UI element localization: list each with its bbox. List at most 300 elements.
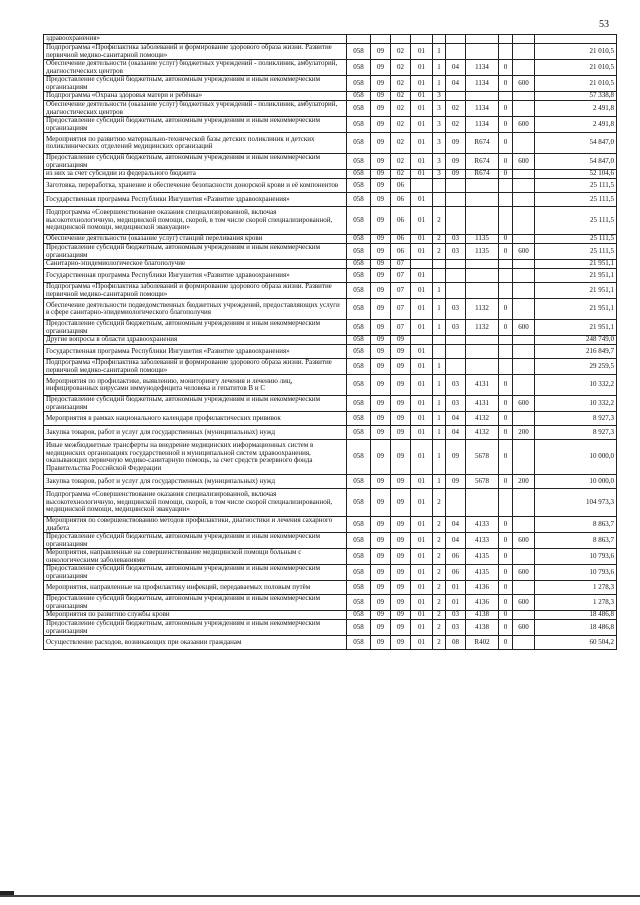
code-expense-type: 600 — [513, 76, 535, 92]
row-amount: 29 259,5 — [535, 359, 617, 375]
code-direction — [466, 35, 499, 44]
table-row — [44, 375, 617, 396]
code-program: 01 — [411, 412, 433, 426]
code-event: 09 — [446, 475, 466, 489]
code-direction — [466, 193, 499, 207]
row-amount: 8 927,3 — [535, 412, 617, 426]
table-row — [44, 489, 617, 517]
row-amount: 21 951,1 — [535, 269, 617, 283]
table-row — [44, 44, 617, 60]
code-subsection: 02 — [391, 117, 411, 133]
table-row — [44, 620, 617, 636]
code-section: 09 — [371, 101, 391, 117]
code-subprogram: 1 — [433, 76, 446, 92]
code-subsection: 02 — [391, 76, 411, 92]
code-ministry: 058 — [347, 170, 371, 179]
row-amount: 10 000,0 — [535, 440, 617, 475]
code-section: 09 — [371, 636, 391, 650]
code-event — [446, 260, 466, 269]
code-subprogram: 2 — [433, 636, 446, 650]
table-row — [44, 299, 617, 320]
code-section: 09 — [371, 426, 391, 440]
code-subsection: 09 — [391, 359, 411, 375]
code-subdirection — [499, 283, 513, 299]
row-amount: 2 491,8 — [535, 117, 617, 133]
code-subprogram: 2 — [433, 517, 446, 533]
code-program: 01 — [411, 636, 433, 650]
code-event — [446, 92, 466, 101]
code-event: 03 — [446, 375, 466, 396]
code-subprogram: 1 — [433, 320, 446, 336]
code-program: 01 — [411, 76, 433, 92]
row-amount: 21 010,5 — [535, 60, 617, 76]
row-name: из них за счет субсидии из федерального бюджета — [44, 170, 347, 179]
code-event — [446, 207, 466, 235]
code-event: 03 — [446, 244, 466, 260]
code-section: 09 — [371, 92, 391, 101]
code-program: 01 — [411, 320, 433, 336]
code-subsection: 09 — [391, 620, 411, 636]
code-expense-type — [513, 92, 535, 101]
code-section: 09 — [371, 396, 391, 412]
code-subdirection: 0 — [499, 299, 513, 320]
row-name: Мероприятия по развитию материально-технической базы детских поликлиник и детских поликлинических отделений медицинских организаций — [44, 133, 347, 154]
code-event: 04 — [446, 426, 466, 440]
code-subprogram: 2 — [433, 620, 446, 636]
code-direction: 4132 — [466, 426, 499, 440]
code-ministry: 058 — [347, 179, 371, 193]
code-event: 04 — [446, 76, 466, 92]
table-row — [44, 235, 617, 244]
code-subdirection: 0 — [499, 244, 513, 260]
row-name: Мероприятия, направленные на профилактику инфекций, передаваемых половым путём — [44, 581, 347, 595]
row-amount: 25 111,5 — [535, 235, 617, 244]
code-subsection: 06 — [391, 193, 411, 207]
code-subdirection — [499, 179, 513, 193]
code-program: 01 — [411, 440, 433, 475]
table-row — [44, 517, 617, 533]
table-row — [44, 133, 617, 154]
code-subsection: 09 — [391, 475, 411, 489]
code-subdirection — [499, 92, 513, 101]
code-section: 09 — [371, 76, 391, 92]
code-event: 08 — [446, 636, 466, 650]
table-row — [44, 92, 617, 101]
code-direction: 1134 — [466, 117, 499, 133]
code-program: 01 — [411, 117, 433, 133]
code-expense-type: 600 — [513, 117, 535, 133]
row-name: Закупка товаров, работ и услуг для государственных (муниципальных) нужд — [44, 426, 347, 440]
code-subsection — [391, 35, 411, 44]
code-direction — [466, 283, 499, 299]
code-subdirection: 0 — [499, 154, 513, 170]
row-amount: 60 504,2 — [535, 636, 617, 650]
code-section: 09 — [371, 345, 391, 359]
code-section: 09 — [371, 412, 391, 426]
row-amount: 104 973,3 — [535, 489, 617, 517]
code-subsection: 09 — [391, 396, 411, 412]
code-subdirection: 0 — [499, 475, 513, 489]
code-subdirection — [499, 269, 513, 283]
code-subsection: 09 — [391, 595, 411, 611]
code-ministry: 058 — [347, 359, 371, 375]
code-section: 09 — [371, 611, 391, 620]
row-amount: 21 010,5 — [535, 76, 617, 92]
code-program: 01 — [411, 193, 433, 207]
code-subdirection — [499, 35, 513, 44]
code-direction: 4136 — [466, 595, 499, 611]
table-row — [44, 336, 617, 345]
code-ministry: 058 — [347, 76, 371, 92]
code-subdirection: 0 — [499, 440, 513, 475]
code-direction: 1135 — [466, 235, 499, 244]
code-expense-type — [513, 581, 535, 595]
code-direction: 4132 — [466, 412, 499, 426]
row-name: Предоставление субсидий бюджетным, автономным учреждениям и иным некоммерческим организациям — [44, 620, 347, 636]
code-direction: 1132 — [466, 299, 499, 320]
code-subprogram — [433, 179, 446, 193]
row-amount: 8 927,3 — [535, 426, 617, 440]
code-expense-type: 600 — [513, 533, 535, 549]
code-ministry: 058 — [347, 440, 371, 475]
code-subsection: 09 — [391, 611, 411, 620]
code-expense-type — [513, 193, 535, 207]
code-program: 01 — [411, 517, 433, 533]
code-subprogram: 2 — [433, 533, 446, 549]
code-expense-type — [513, 170, 535, 179]
table-row — [44, 101, 617, 117]
code-section: 09 — [371, 517, 391, 533]
table-row — [44, 533, 617, 549]
code-subprogram: 1 — [433, 375, 446, 396]
code-program: 01 — [411, 489, 433, 517]
code-ministry: 058 — [347, 565, 371, 581]
table-row — [44, 154, 617, 170]
code-subdirection: 0 — [499, 320, 513, 336]
code-subprogram: 3 — [433, 117, 446, 133]
row-name: Предоставление субсидий бюджетным, автономным учреждениям и иным некоммерческим организациям — [44, 76, 347, 92]
code-subprogram: 2 — [433, 207, 446, 235]
code-subsection: 02 — [391, 92, 411, 101]
table-row — [44, 549, 617, 565]
code-ministry: 058 — [347, 517, 371, 533]
code-program: 01 — [411, 620, 433, 636]
row-amount: 21 951,1 — [535, 320, 617, 336]
code-program: 01 — [411, 235, 433, 244]
code-subdirection: 0 — [499, 636, 513, 650]
code-program: 01 — [411, 565, 433, 581]
code-expense-type — [513, 101, 535, 117]
code-program — [411, 336, 433, 345]
row-name: Обеспечение деятельности (оказание услуг) бюджетных учреждений - поликлиник, амбулаторий, диагностических центров — [44, 60, 347, 76]
code-section: 09 — [371, 154, 391, 170]
code-ministry: 058 — [347, 44, 371, 60]
code-section: 09 — [371, 283, 391, 299]
code-subdirection: 0 — [499, 517, 513, 533]
code-section: 09 — [371, 260, 391, 269]
code-program: 01 — [411, 92, 433, 101]
code-section: 09 — [371, 133, 391, 154]
code-program: 01 — [411, 154, 433, 170]
row-name: Подпрограмма «Совершенствование оказания специализированной, включая высокотехнологичную, медицинской помощи, скорой, в том числе скорой специализированной, медицинской помощи, медицинской эвакуации» — [44, 207, 347, 235]
code-direction: 1134 — [466, 101, 499, 117]
code-direction: 5678 — [466, 440, 499, 475]
code-ministry: 058 — [347, 475, 371, 489]
code-section: 09 — [371, 620, 391, 636]
row-name: Мероприятия, направленные на совершенствование медицинской помощи больным с онкологическими заболеваниями — [44, 549, 347, 565]
row-name: Подпрограмма «Совершенствование оказания специализированной, включая высокотехнологичную, медицинской помощи, скорой, в том числе скорой специализированной, медицинской помощи, медицинской эвакуации» — [44, 489, 347, 517]
table-row — [44, 193, 617, 207]
row-name: Обеспечение деятельности подведомственных бюджетных учреждений, предоставляющих услуги в сфере санитарно-эпидемиологического благополучия — [44, 299, 347, 320]
code-program: 01 — [411, 475, 433, 489]
table-row — [44, 207, 617, 235]
row-amount: 248 749,0 — [535, 336, 617, 345]
code-ministry: 058 — [347, 581, 371, 595]
code-subprogram: 1 — [433, 283, 446, 299]
code-program: 01 — [411, 345, 433, 359]
code-section: 09 — [371, 60, 391, 76]
code-section: 09 — [371, 170, 391, 179]
row-amount: 25 111,5 — [535, 193, 617, 207]
code-subprogram: 2 — [433, 581, 446, 595]
row-name: Подпрограмма «Профилактика заболеваний и формирование здорового образа жизни. Развитие первичной медико-санитарной помощи» — [44, 359, 347, 375]
code-subdirection — [499, 345, 513, 359]
code-ministry: 058 — [347, 412, 371, 426]
code-event: 09 — [446, 440, 466, 475]
code-direction: 1135 — [466, 244, 499, 260]
code-ministry: 058 — [347, 260, 371, 269]
code-subdirection: 0 — [499, 101, 513, 117]
code-subsection: 07 — [391, 260, 411, 269]
code-expense-type — [513, 611, 535, 620]
code-expense-type — [513, 269, 535, 283]
table-row — [44, 117, 617, 133]
code-expense-type — [513, 345, 535, 359]
code-section: 09 — [371, 320, 391, 336]
row-amount: 1 278,3 — [535, 581, 617, 595]
code-direction: 4131 — [466, 375, 499, 396]
code-subprogram — [433, 193, 446, 207]
code-direction — [466, 179, 499, 193]
code-program: 01 — [411, 595, 433, 611]
code-subprogram: 1 — [433, 44, 446, 60]
code-event — [446, 193, 466, 207]
code-expense-type — [513, 359, 535, 375]
code-subprogram — [433, 345, 446, 359]
code-program: 01 — [411, 170, 433, 179]
code-ministry: 058 — [347, 489, 371, 517]
code-subprogram — [433, 336, 446, 345]
code-program: 01 — [411, 269, 433, 283]
code-event: 03 — [446, 396, 466, 412]
code-expense-type — [513, 336, 535, 345]
code-subprogram: 3 — [433, 92, 446, 101]
code-event: 03 — [446, 620, 466, 636]
code-subdirection — [499, 44, 513, 60]
code-ministry: 058 — [347, 92, 371, 101]
code-subprogram: 2 — [433, 611, 446, 620]
code-section: 09 — [371, 595, 391, 611]
code-program: 01 — [411, 207, 433, 235]
code-direction — [466, 359, 499, 375]
code-direction — [466, 269, 499, 283]
code-subsection: 07 — [391, 299, 411, 320]
table-row — [44, 320, 617, 336]
code-subdirection — [499, 260, 513, 269]
code-expense-type — [513, 60, 535, 76]
code-program: 01 — [411, 359, 433, 375]
code-direction — [466, 207, 499, 235]
code-program: 01 — [411, 581, 433, 595]
code-subdirection: 0 — [499, 426, 513, 440]
code-subdirection — [499, 489, 513, 517]
code-program: 01 — [411, 283, 433, 299]
code-event: 04 — [446, 517, 466, 533]
row-amount: 8 863,7 — [535, 517, 617, 533]
code-program: 01 — [411, 375, 433, 396]
code-section: 09 — [371, 475, 391, 489]
code-ministry: 058 — [347, 533, 371, 549]
code-subdirection — [499, 193, 513, 207]
code-event — [446, 359, 466, 375]
code-event: 02 — [446, 117, 466, 133]
row-name: Государственная программа Республики Ингушетия «Развитие здравоохранения» — [44, 269, 347, 283]
code-section: 09 — [371, 179, 391, 193]
code-section: 09 — [371, 489, 391, 517]
code-event: 09 — [446, 170, 466, 179]
row-name: Подпрограмма «Профилактика заболеваний и формирование здорового образа жизни. Развитие первичной медико-санитарной помощи» — [44, 44, 347, 60]
budget-table-body — [44, 35, 617, 650]
table-row — [44, 581, 617, 595]
code-subprogram: 1 — [433, 299, 446, 320]
code-expense-type: 600 — [513, 620, 535, 636]
code-section: 09 — [371, 269, 391, 283]
row-name: Заготовка, переработка, хранение и обеспечение безопасности донорской крови и её компонентов — [44, 179, 347, 193]
code-expense-type — [513, 207, 535, 235]
code-expense-type — [513, 636, 535, 650]
code-ministry: 058 — [347, 117, 371, 133]
code-subsection: 02 — [391, 170, 411, 179]
row-amount: 57 338,8 — [535, 92, 617, 101]
code-event: 09 — [446, 154, 466, 170]
row-name: Обеспечение деятельности (оказание услуг) станций переливания крови — [44, 235, 347, 244]
row-name: Государственная программа Республики Ингушетия «Развитие здравоохранения» — [44, 345, 347, 359]
code-subprogram — [433, 35, 446, 44]
table-row — [44, 359, 617, 375]
row-amount: 21 951,1 — [535, 260, 617, 269]
row-amount: 2 491,8 — [535, 101, 617, 117]
code-subprogram — [433, 269, 446, 283]
code-subdirection: 0 — [499, 170, 513, 179]
code-subsection: 02 — [391, 133, 411, 154]
code-program: 01 — [411, 244, 433, 260]
code-subdirection — [499, 336, 513, 345]
code-section — [371, 35, 391, 44]
code-ministry: 058 — [347, 235, 371, 244]
code-event: 04 — [446, 533, 466, 549]
code-direction: 4138 — [466, 620, 499, 636]
table-row — [44, 396, 617, 412]
row-amount: 10 793,6 — [535, 549, 617, 565]
code-ministry — [347, 35, 371, 44]
code-program: 01 — [411, 299, 433, 320]
code-direction — [466, 489, 499, 517]
row-name: Закупка товаров, работ и услуг для государственных (муниципальных) нужд — [44, 475, 347, 489]
table-row — [44, 76, 617, 92]
table-row — [44, 611, 617, 620]
code-direction — [466, 44, 499, 60]
code-expense-type — [513, 412, 535, 426]
code-subdirection: 0 — [499, 533, 513, 549]
table-row — [44, 426, 617, 440]
row-amount: 18 486,8 — [535, 611, 617, 620]
code-program — [411, 179, 433, 193]
code-event: 01 — [446, 581, 466, 595]
code-direction: 4136 — [466, 581, 499, 595]
row-name: Предоставление субсидий бюджетным, автономным учреждениям и иным некоммерческим организациям — [44, 320, 347, 336]
code-section: 09 — [371, 193, 391, 207]
row-name: Предоставление субсидий бюджетным, автономным учреждениям и иным некоммерческим организациям — [44, 244, 347, 260]
code-ministry: 058 — [347, 154, 371, 170]
code-program: 01 — [411, 60, 433, 76]
table-row — [44, 636, 617, 650]
code-ministry: 058 — [347, 375, 371, 396]
row-amount: 216 849,7 — [535, 345, 617, 359]
code-event — [446, 269, 466, 283]
code-section: 09 — [371, 336, 391, 345]
row-amount: 25 111,5 — [535, 207, 617, 235]
row-amount: 54 847,0 — [535, 133, 617, 154]
code-section: 09 — [371, 549, 391, 565]
code-subsection: 09 — [391, 489, 411, 517]
code-direction — [466, 336, 499, 345]
row-amount: 1 278,3 — [535, 595, 617, 611]
code-section: 09 — [371, 207, 391, 235]
row-amount: 21 951,1 — [535, 283, 617, 299]
code-subsection: 09 — [391, 440, 411, 475]
row-name: Мероприятия по развитию службы крови — [44, 611, 347, 620]
code-direction: 5678 — [466, 475, 499, 489]
code-subprogram: 3 — [433, 133, 446, 154]
code-subprogram: 2 — [433, 595, 446, 611]
code-section: 09 — [371, 565, 391, 581]
row-name: Предоставление субсидий бюджетным, автономным учреждениям и иным некоммерческим организациям — [44, 117, 347, 133]
code-event — [446, 44, 466, 60]
code-subprogram: 3 — [433, 170, 446, 179]
code-subsection: 06 — [391, 244, 411, 260]
code-ministry: 058 — [347, 133, 371, 154]
code-ministry: 058 — [347, 269, 371, 283]
code-event: 04 — [446, 412, 466, 426]
code-subprogram: 2 — [433, 244, 446, 260]
row-name: Предоставление субсидий бюджетным, автономным учреждениям и иным некоммерческим организациям — [44, 396, 347, 412]
table-row — [44, 283, 617, 299]
code-subsection: 09 — [391, 412, 411, 426]
row-amount: 10 332,2 — [535, 375, 617, 396]
row-amount: 21 010,5 — [535, 44, 617, 60]
code-ministry: 058 — [347, 549, 371, 565]
code-subdirection: 0 — [499, 60, 513, 76]
code-direction: 4135 — [466, 565, 499, 581]
code-expense-type — [513, 549, 535, 565]
row-amount: 54 847,0 — [535, 154, 617, 170]
code-event — [446, 336, 466, 345]
code-subsection: 09 — [391, 565, 411, 581]
table-row — [44, 260, 617, 269]
code-subsection: 02 — [391, 101, 411, 117]
code-expense-type: 600 — [513, 320, 535, 336]
code-subprogram: 2 — [433, 565, 446, 581]
